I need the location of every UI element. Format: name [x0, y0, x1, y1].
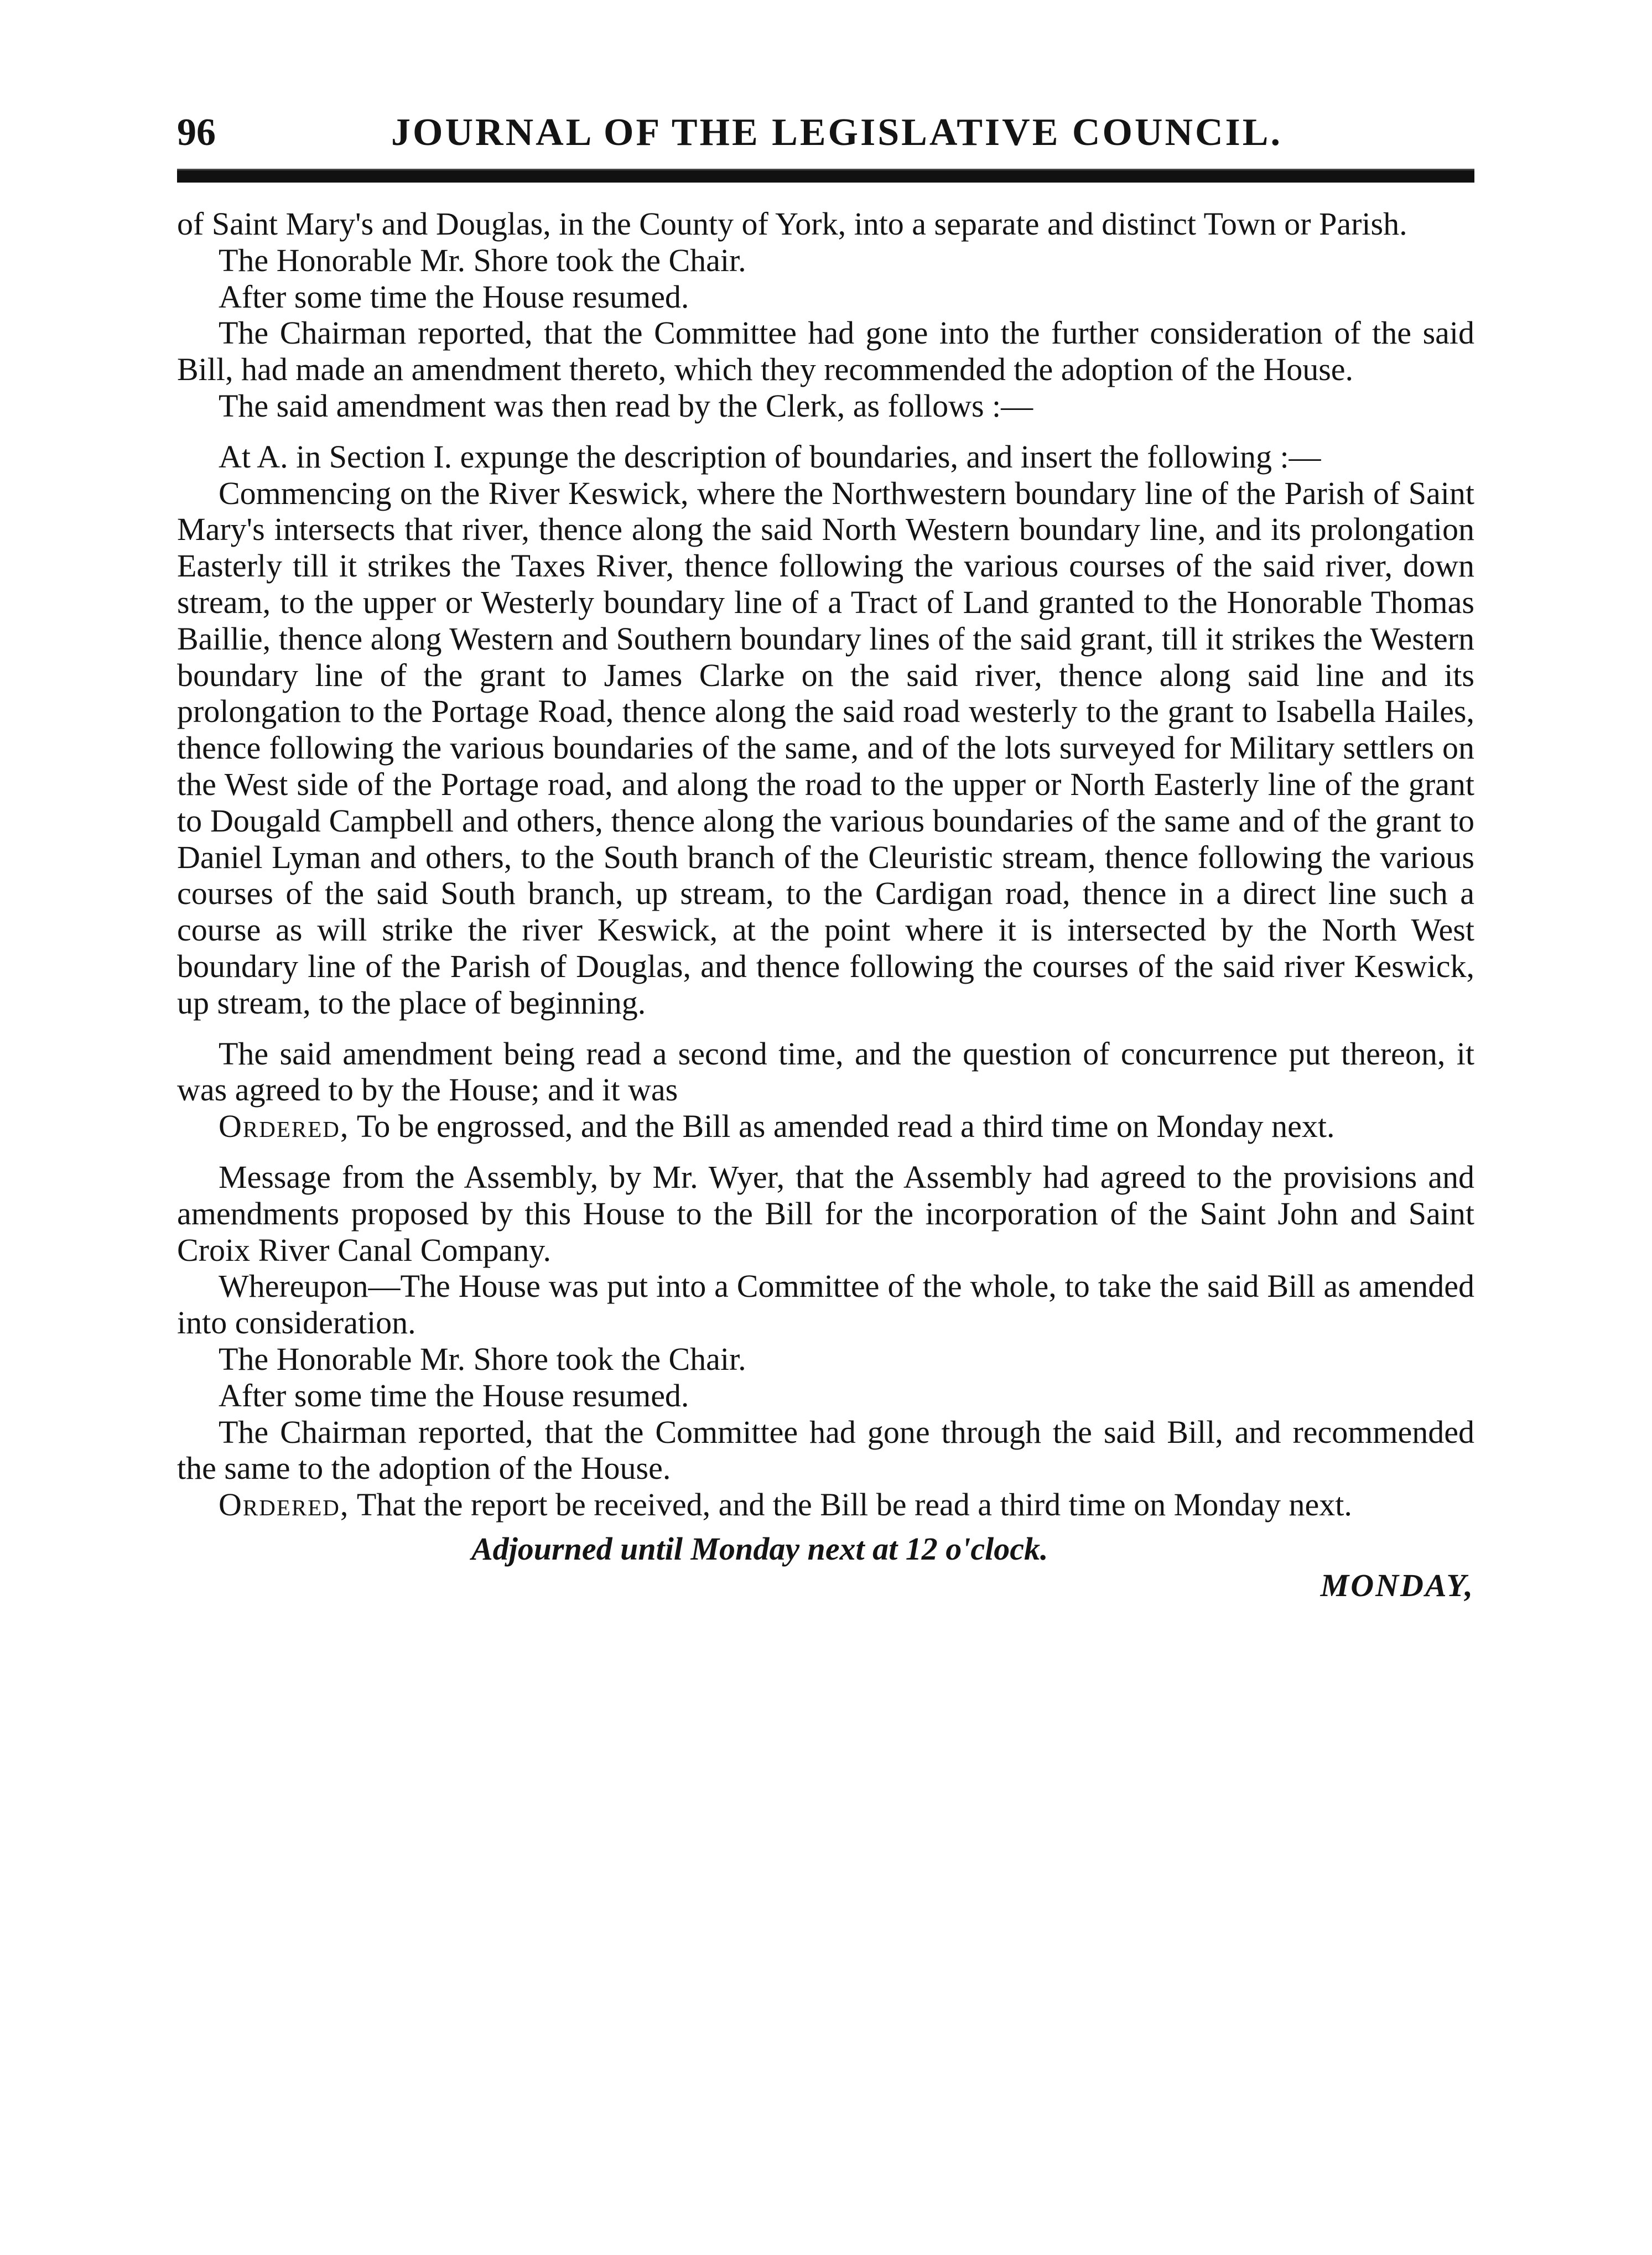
catchword: MONDAY, — [1320, 1567, 1474, 1603]
ordered-lead: Ordered, — [219, 1487, 350, 1523]
paragraph: The Chairman reported, that the Committee had gone through the said Bill, and recommended the same to the adoption of the House. — [177, 1414, 1474, 1487]
ordered-text: That the report be received, and the Bill be read a third time on Monday next. — [349, 1487, 1352, 1523]
paragraph: The said amendment was then read by the Clerk, as follows :— — [219, 387, 1033, 424]
boundary-description: Commencing on the River Keswick, where the Northwestern boundary line of the Parish of Saint Mary's intersects that river, thence along the said North Western boundary line, and its prolongation Easterly till it strikes the Taxes River, thence following the various courses of the said river, down stream, to the upper or Westerly boundary line of a Tract of Land granted to the Honorable Thomas Baillie, thence along Western and Southern boundary lines of the said grant, till it strikes the Western boundary line of the grant to James Clarke on the said river, thence along said line and its prolongation to the Portage Road, thence along the said road westerly to the grant to Isabella Hailes, thence following the various boundaries of the same, and of the lots surveyed for Military settlers on the West side of the Portage road, and along the road to the upper or North Easterly line of the grant to Dougald Campbell and others, thence along the various boundaries of the same and of the grant to Daniel Lyman and others, to the South branch of the Cleuristic stream, thence following the various courses of the said South branch, up stream, to the Cardigan road, thence in a direct line such a course as will strike the river Keswick, at the point where it is intersected by the North West boundary line of the Parish of Douglas, and thence following the courses of the said river Keswick, up stream, to the place of beginning. — [177, 475, 1474, 1021]
running-title: JOURNAL OF THE LEGISLATIVE COUNCIL. — [391, 111, 1282, 154]
page-number: 96 — [177, 111, 216, 154]
adjournment-line: Adjourned until Monday next at 12 o'clock. — [471, 1530, 1048, 1567]
paragraph: After some time the House resumed. — [219, 1377, 689, 1414]
ordered-text: To be engrossed, and the Bill as amended read a third time on Monday next. — [349, 1108, 1335, 1145]
paragraph: The Honorable Mr. Shore took the Chair. — [219, 1340, 746, 1377]
order-paragraph — [177, 1108, 1474, 1145]
message-paragraph: Message from the Assembly, by Mr. Wyer, that the Assembly had agreed to the provisions and amendments proposed by this House to the Bill for the incorporation of the Saint John and Saint Croix River Canal Company. — [177, 1158, 1474, 1268]
paragraph: The Chairman reported, that the Committee had gone into the further consideration of the said Bill, had made an amendment thereto, which they recommended the adoption of the House. — [177, 315, 1474, 388]
paragraph: The Honorable Mr. Shore took the Chair. — [219, 242, 746, 278]
paragraph: Whereupon—The House was put into a Committee of the whole, to take the said Bill as amended into consideration. — [177, 1268, 1474, 1341]
order-paragraph — [177, 1487, 1474, 1523]
journal-body — [177, 206, 1474, 1603]
journal-page — [177, 108, 1474, 1603]
header-rule — [177, 169, 1474, 183]
paragraph: After some time the House resumed. — [219, 278, 689, 315]
ordered-lead: Ordered, — [219, 1108, 350, 1145]
paragraph: of Saint Mary's and Douglas, in the County of York, into a separate and distinct Town or Parish. — [177, 206, 1407, 242]
page-header — [177, 108, 1474, 169]
amendment-instruction: At A. in Section I. expunge the description of boundaries, and insert the following :— — [219, 438, 1321, 475]
paragraph: The said amendment being read a second time, and the question of concurrence put thereon, it was agreed to by the House; and it was — [177, 1035, 1474, 1108]
